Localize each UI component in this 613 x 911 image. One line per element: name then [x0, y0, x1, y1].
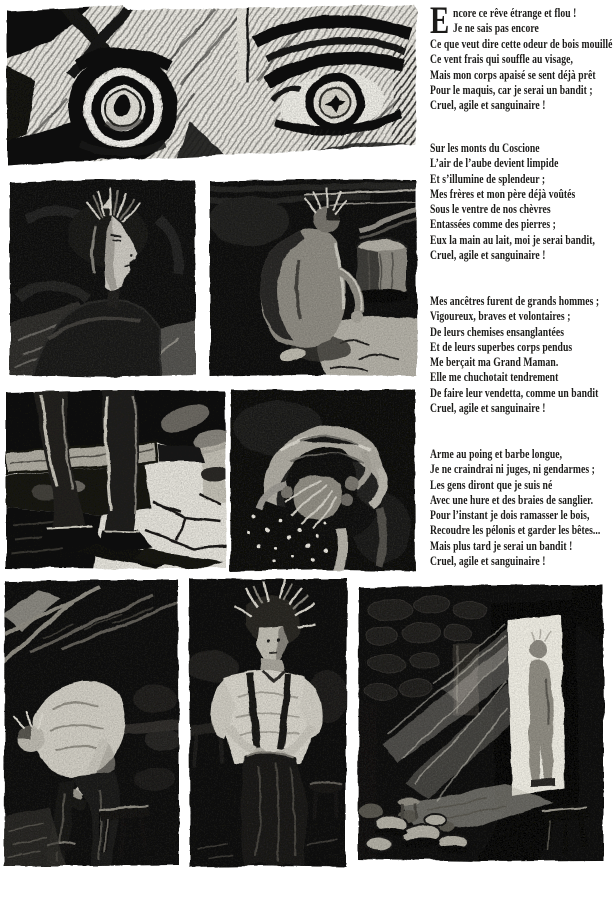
- poem-line: Pour l’instant je dois ramasser le bois,: [430, 507, 590, 523]
- poem-line: Pour le maquis, car je serai un bandit ;: [430, 81, 593, 97]
- eyes-illustration: [5, 4, 418, 169]
- poem-line: L’air de l’aube devient limpide: [430, 155, 559, 171]
- poem-line: De faire leur vendetta, comme un bandit: [430, 384, 599, 400]
- poem-line: Sur les monts du Coscione: [430, 140, 540, 155]
- poem-line: Cruel, agile et sanguinaire !: [430, 553, 546, 569]
- poem-stanza-3: [430, 293, 613, 415]
- poem-line: Me berçait ma Grand Maman.: [430, 354, 559, 370]
- panel-bending-boy: [3, 579, 180, 868]
- poem-line: Je ne craindrai ni juges, ni gendarmes ;: [430, 461, 595, 477]
- poem-line: Cruel, agile et sanguinaire !: [430, 97, 546, 113]
- poem-line: Mais plus tard je serai un bandit !: [430, 537, 573, 553]
- poem-line: Avec une hure et des braies de sanglier.: [430, 491, 594, 507]
- dropcap-row: [430, 0, 613, 42]
- poem-line: Vigoureux, braves et volontaires ;: [430, 308, 571, 324]
- legs-illustration: [5, 390, 227, 570]
- drop-cap: E: [430, 0, 450, 42]
- poem-line: Les gens diront que je suis né: [430, 476, 553, 492]
- panel-boy-profile: [8, 179, 197, 378]
- panel-crouching-boy: [209, 179, 418, 377]
- panel-legs: [5, 390, 227, 570]
- poem-line: Et s’illumine de splendeur ;: [430, 170, 546, 186]
- poem-line: De leurs chemises ensanglantées: [430, 323, 565, 339]
- washing-illustration: [229, 388, 417, 572]
- poem-line: Arme au poing et barbe longue,: [430, 446, 563, 461]
- poem-stanza-2: [430, 140, 613, 262]
- panel-eyes: [5, 4, 418, 169]
- poem-line: Cruel, agile et sanguinaire !: [430, 400, 546, 416]
- poem-line: Mes ancêtres furent de grands hommes ;: [430, 293, 600, 308]
- crouching-boy-illustration: [209, 179, 418, 377]
- poem-line: Je ne sais pas encore: [453, 20, 539, 36]
- poem-line: Ce vent frais qui souffle au visage,: [430, 51, 573, 67]
- poem-line: Mes frères et mon père déjà voûtés: [430, 185, 576, 201]
- bending-boy-illustration: [3, 579, 180, 868]
- poem-line: ncore ce rêve étrange et flou !: [453, 5, 577, 20]
- poem-line: Sous le ventre de nos chèvres: [430, 201, 551, 217]
- panel-washing: [229, 388, 417, 572]
- poem-line: Et de leurs superbes corps pendus: [430, 338, 573, 354]
- doorway-illustration: [357, 584, 605, 863]
- poem-line: Entassées comme des pierres ;: [430, 216, 556, 232]
- poem-stanza-1: [430, 0, 613, 113]
- poem-stanza-4: [430, 446, 613, 568]
- panel-doorway: [357, 584, 605, 863]
- poem-line: Eux la main au lait, moi je serai bandit,: [430, 231, 595, 247]
- poem-line: Ce que veut dire cette odeur de bois mouillé: [430, 36, 613, 51]
- poem-line: Recoudre les pélonis et garder les bêtes...: [430, 522, 601, 538]
- panel-boy-dressing: [188, 577, 348, 869]
- poem-line: Cruel, agile et sanguinaire !: [430, 247, 546, 263]
- boy-dressing-illustration: [188, 577, 348, 869]
- boy-profile-illustration: [8, 179, 197, 378]
- poem-line: Mais mon corps apaisé se sent déjà prêt: [430, 66, 596, 82]
- poem-line: Elle me chuchotait tendrement: [430, 369, 559, 385]
